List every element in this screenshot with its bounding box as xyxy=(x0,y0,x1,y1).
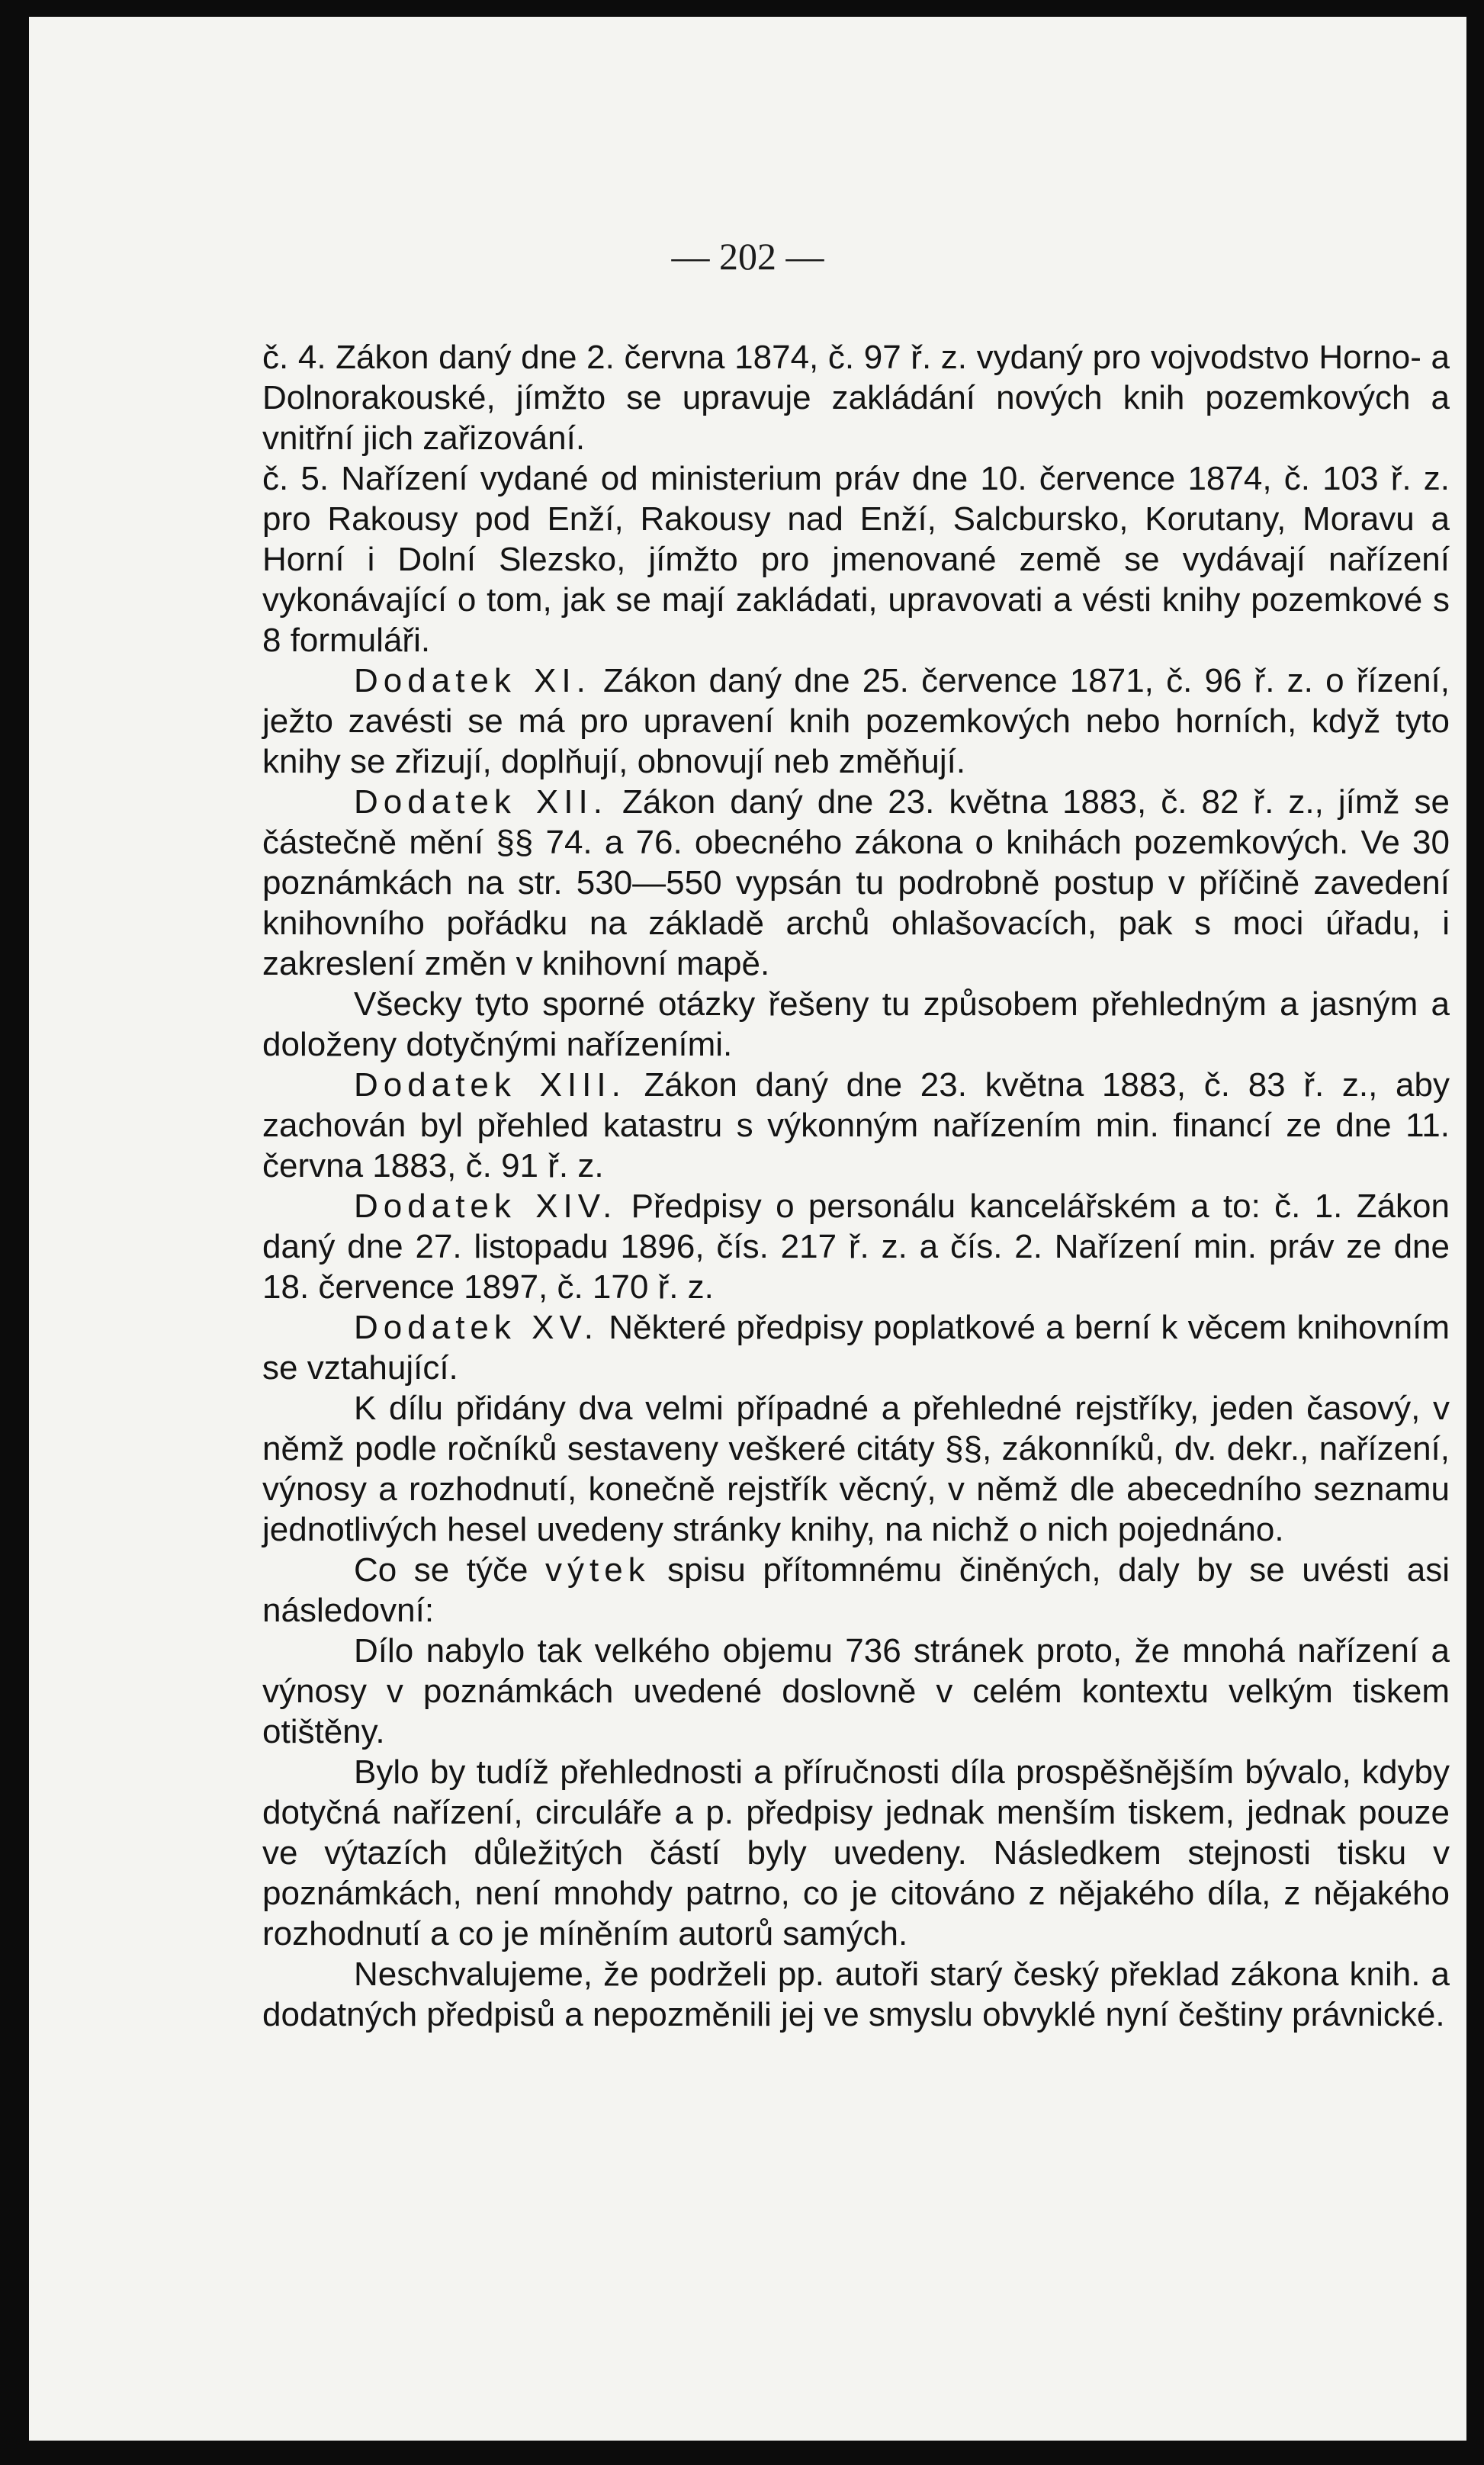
paragraph-translation xyxy=(262,1954,1450,2035)
paragraph-registers xyxy=(262,1388,1450,1550)
paragraph-summary xyxy=(262,984,1450,1065)
paragraph-text: č. 4. Zákon daný dne 2. června 1874, č. 97 ř. z. vydaný pro vojvodstvo Horno- a Dolnorakouské, jímžto se upravuje zakládání nových knih pozemkových a vnitřní jich zařizování. xyxy=(262,339,1450,457)
paragraph-text: č. 5. Nařízení vydané od ministerium práv dne 10. července 1874, č. 103 ř. z. pro Rakousy pod Enží, Rakousy nad Enží, Salcbursko, Korutany, Moravu a Horní i Dolní Slezsko, jímžto pro jmenované země se vydávají nařízení vykonávající o tom, jak se mají zakládati, upravovati a vésti knihy pozemkové s 8 formuláři. xyxy=(262,460,1450,659)
paragraph-dodatek-xiii xyxy=(262,1065,1450,1186)
paragraph-text: Zákon daný dne 23. května 1883, č. 82 ř. z., jímž se částečně mění §§ 74. a 76. obecného zákona o knihách pozemkových. Ve 30 poznámkách na str. 530—550 vypsán tu podrobně postup v příčině zavedení knihovního pořádku na základě archů ohlašovacích, pak s moci úřadu, i zakreslení změn v knihovní mapě. xyxy=(262,783,1450,982)
section-heading: Dodatek XIII. xyxy=(354,1066,626,1104)
paragraph-dodatek-xi xyxy=(262,660,1450,782)
section-heading: Dodatek XIV. xyxy=(354,1188,618,1225)
paragraph-dodatek-xii xyxy=(262,782,1450,984)
paragraph-text: Některé předpisy poplatkové a berní k věcem knihovním se vztahující. xyxy=(262,1309,1450,1387)
emphasized-word: výtek xyxy=(544,1551,650,1589)
section-heading: Dodatek XII. xyxy=(354,783,608,821)
page-number: — 202 — xyxy=(671,235,824,278)
paragraph-dodatek-xv xyxy=(262,1307,1450,1388)
paragraph-item-4 xyxy=(262,337,1450,458)
paragraph-item-5 xyxy=(262,458,1450,660)
paragraph-volume xyxy=(262,1631,1450,1752)
paragraph-print-size xyxy=(262,1752,1450,1954)
paragraph-text: Zákon daný dne 23. května 1883, č. 83 ř. z., aby zachován byl přehled katastru s výkonným nařízením min. financí ze dne 11. června 1883, č. 91 ř. z. xyxy=(262,1066,1450,1184)
paragraph-text: Neschvalujeme, že podrželi pp. autoři starý český překlad zákona knih. a dodatných předpisů a nepozměnili jej ve smyslu obvyklé nyní češtiny právnické. xyxy=(262,1956,1450,2033)
paragraph-text: Dílo nabylo tak velkého objemu 736 stránek proto, že mnohá nařízení a výnosy v poznámkách uvedené doslovně v celém kontextu velkým tiskem otištěny. xyxy=(262,1632,1450,1750)
paragraph-dodatek-xiv xyxy=(262,1186,1450,1307)
paragraph-text: Bylo by tudíž přehlednosti a příručnosti díla prospěšnějším bývalo, kdyby dotyčná nařízení, circuláře a p. předpisy jednak menším tiskem, jednak pouze ve výtazích důležitých částí byly uvedeny. Následkem stejnosti tisku v poznámkách, není mnohdy patrno, co je citováno z nějakého díla, z nějakého rozhodnutí a co je míněním autorů samých. xyxy=(262,1753,1450,1952)
paragraph-text: Co se týče xyxy=(354,1551,545,1589)
paragraph-text: Všecky tyto sporné otázky řešeny tu způsobem přehledným a jasným a doloženy dotyčnými nařízeními. xyxy=(262,985,1450,1063)
paragraph-text: Zákon daný dne 25. července 1871, č. 96 ř. z. o řízení, ježto zavésti se má pro upravení knih pozemkových nebo horních, když tyto knihy se zřizují, doplňují, obnovují neb změňují. xyxy=(262,662,1450,780)
section-heading: Dodatek XV. xyxy=(354,1309,599,1346)
section-heading: Dodatek XI. xyxy=(354,662,591,699)
paragraph-text: spisu přítomnému činěných, daly by se uvésti asi následovní: xyxy=(262,1551,1450,1629)
body-text xyxy=(262,337,1450,2035)
book-page xyxy=(29,17,1466,2441)
paragraph-text: K dílu přidány dva velmi případné a přehledné rejstříky, jeden časový, v němž podle ročníků sestaveny veškeré citáty §§, zákonníků, dv. dekr., nařízení, výnosy a rozhodnutí, konečně rejstřík věcný, v němž dle abecedního seznamu jednotlivých hesel uvedeny stránky knihy, na nichž o nich pojednáno. xyxy=(262,1390,1450,1548)
paragraph-text: Předpisy o personálu kancelářském a to: č. 1. Zákon daný dne 27. listopadu 1896, čís. 217 ř. z. a čís. 2. Nařízení min. práv ze dne 18. července 1897, č. 170 ř. z. xyxy=(262,1188,1450,1306)
paragraph-criticism-intro xyxy=(262,1550,1450,1631)
